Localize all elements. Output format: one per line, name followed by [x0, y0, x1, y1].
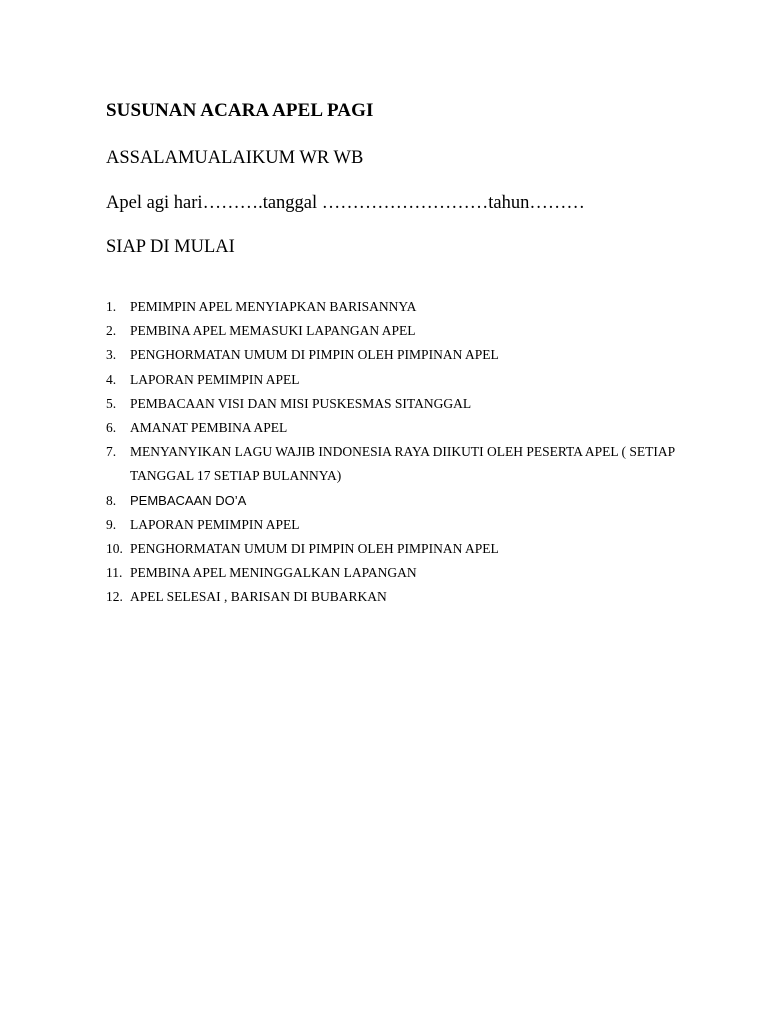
list-item — [106, 440, 686, 488]
list-item-text: PEMBINA APEL MEMASUKI LAPANGAN APEL — [130, 323, 416, 339]
list-item — [106, 343, 686, 367]
list-item-number: 7. — [106, 444, 117, 460]
list-item-number: 6. — [106, 420, 117, 436]
document-title: SUSUNAN ACARA APEL PAGI — [106, 100, 374, 121]
list-item — [106, 416, 686, 440]
list-item — [106, 368, 686, 392]
list-item — [106, 319, 686, 343]
list-item — [106, 561, 686, 585]
list-item — [106, 489, 686, 513]
list-item-text: APEL SELESAI , BARISAN DI BUBARKAN — [130, 589, 387, 605]
list-item-number: 3. — [106, 347, 117, 363]
date-line: Apel agi hari……….tanggal ………………………tahun……… — [106, 193, 585, 213]
list-item-text: PENGHORMATAN UMUM DI PIMPIN OLEH PIMPINAN APEL — [130, 541, 499, 557]
list-item — [106, 392, 686, 416]
list-item-number: 8. — [106, 492, 117, 508]
list-item-text: MENYANYIKAN LAGU WAJIB INDONESIA RAYA DIIKUTI OLEH PESERTA APEL ( SETIAP TANGGAL 17 SETIAP BULANNYA) — [130, 444, 675, 484]
list-item-text: LAPORAN PEMIMPIN APEL — [130, 371, 300, 387]
list-item-number: 12. — [106, 589, 123, 605]
list-item-number: 2. — [106, 323, 117, 339]
list-item-text: AMANAT PEMBINA APEL — [130, 420, 288, 436]
list-item — [106, 513, 686, 537]
list-item-number: 4. — [106, 371, 117, 387]
list-item — [106, 585, 686, 609]
list-item-text: PEMBACAAN VISI DAN MISI PUSKESMAS SITANGGAL — [130, 395, 472, 411]
list-item-text: PENGHORMATAN UMUM DI PIMPIN OLEH PIMPINAN APEL — [130, 347, 499, 363]
list-item-number: 5. — [106, 395, 117, 411]
list-item-text: LAPORAN PEMIMPIN APEL — [130, 516, 300, 532]
list-item-text: PEMIMPIN APEL MENYIAPKAN BARISANNYA — [130, 299, 417, 314]
list-item-number: 11. — [106, 565, 123, 581]
list-item-number: 9. — [106, 516, 117, 532]
list-item-text: PEMBINA APEL MENINGGALKAN LAPANGAN — [130, 565, 417, 581]
list-item-number: 1. — [106, 299, 117, 314]
list-item-number: 10. — [106, 541, 123, 557]
list-item — [106, 537, 686, 561]
list-item — [106, 295, 686, 319]
greeting-line: ASSALAMUALAIKUM WR WB — [106, 148, 364, 168]
agenda-list — [106, 295, 686, 610]
list-item-text: PEMBACAAN DO’A — [130, 492, 247, 508]
start-line: SIAP DI MULAI — [106, 237, 235, 257]
